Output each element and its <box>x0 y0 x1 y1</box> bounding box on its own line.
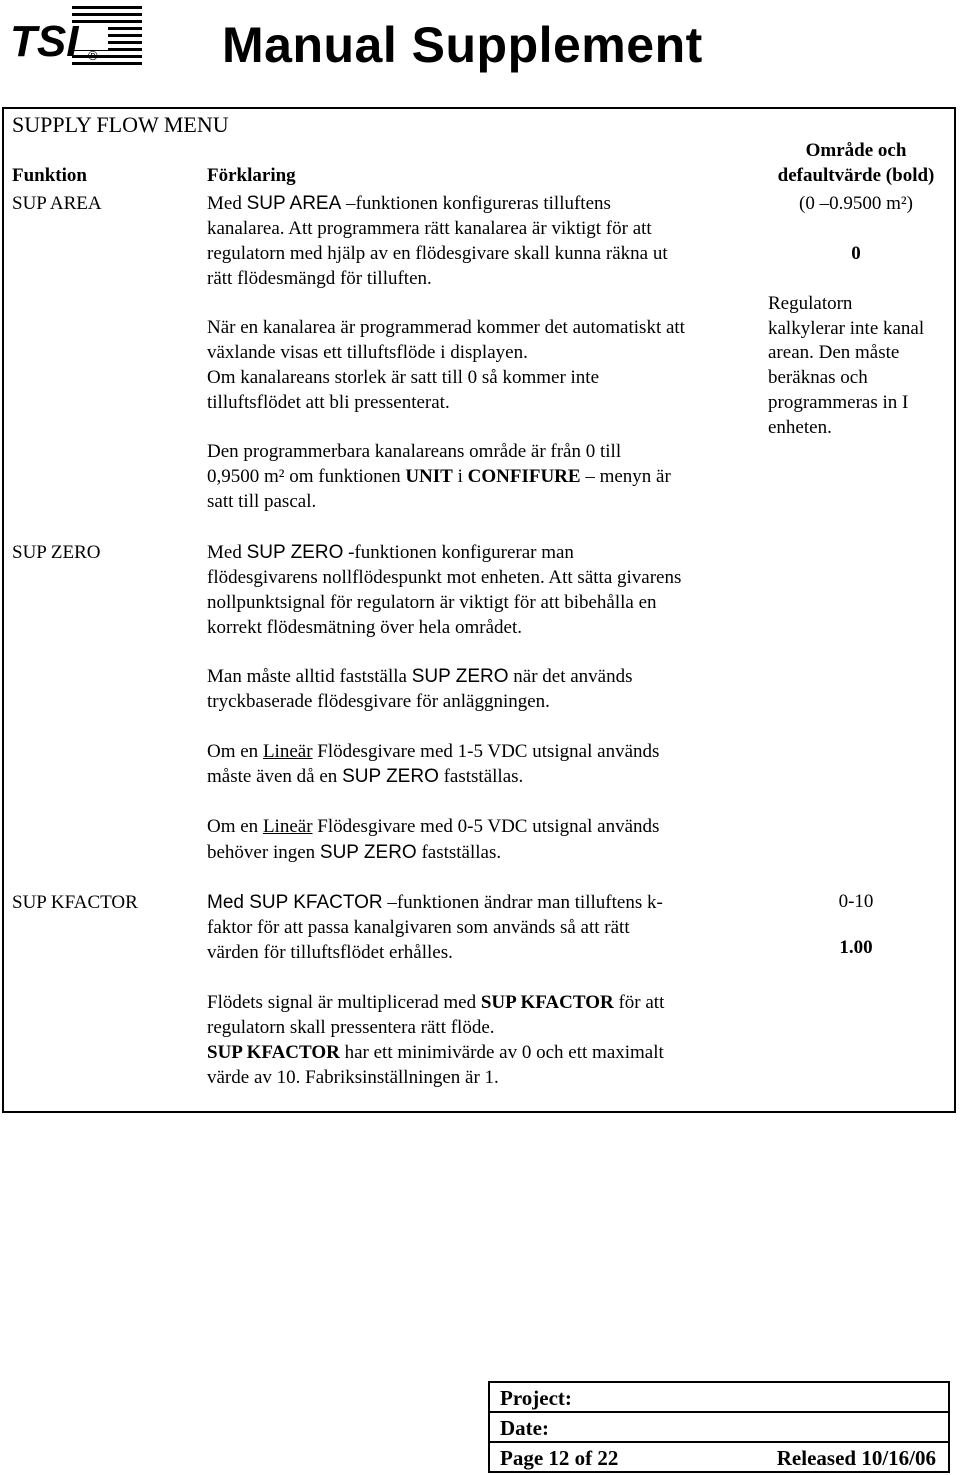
sup-area-line-7: Om kanalareans storlek är satt till 0 så kommer inte <box>207 367 600 388</box>
sup-area-line-11: satt till pascal. <box>207 491 317 512</box>
sup-area-note-3: arean. Den måste <box>768 342 900 363</box>
page-label: Page 12 of 22 <box>500 1446 619 1470</box>
sup-kfactor-line-6: SUP KFACTOR har ett minimivärde av 0 och ett maximalt <box>207 1042 664 1063</box>
sup-area-line-6: växlande visas ett tilluftsflöde i displayen. <box>207 342 528 363</box>
sup-zero-line-3: nollpunktsignal för regulatorn är viktigt för att bibehålla en <box>207 592 657 613</box>
sup-area-note-2: kalkylerar inte kanal <box>768 318 925 339</box>
page-title: Manual Supplement <box>222 17 703 73</box>
sup-area-range: (0 –0.9500 m²) <box>799 193 913 214</box>
sup-area-note-1: Regulatorn <box>768 293 853 314</box>
tsi-logo <box>10 4 142 66</box>
row-name-sup-area: SUP AREA <box>12 193 102 214</box>
logo-text: TSI <box>10 17 79 66</box>
sup-zero-line-7: Om en Lineär Flödesgivare med 1-5 VDC utsignal används <box>207 741 660 762</box>
sup-kfactor-line-4: Flödets signal är multiplicerad med SUP KFACTOR för att <box>207 992 665 1013</box>
sup-area-note-5: programmeras in I <box>768 392 909 413</box>
col-header-range-2: defaultvärde (bold) <box>777 165 935 186</box>
tsi-logo-mark <box>10 4 142 66</box>
sup-kfactor-line-2: faktor för att passa kanalgivaren som används så att rätt <box>207 917 630 938</box>
sup-area-line-5: När en kanalarea är programmerad kommer det automatiskt att <box>207 317 685 338</box>
date-label: Date: <box>500 1416 549 1440</box>
project-row <box>490 1383 948 1413</box>
sup-area-note-6: enheten. <box>768 417 832 438</box>
col-header-explanation: Förklaring <box>207 165 296 186</box>
sup-area-line-8: tilluftsflödet att bli pressenterat. <box>207 392 450 413</box>
sup-area-line-10: 0,9500 m² om funktionen UNIT i CONFIFURE – menyn är <box>207 466 671 487</box>
released-label: Released 10/16/06 <box>776 1446 936 1470</box>
sup-area-line-2: kanalarea. Att programmera rätt kanalarea är viktigt för att <box>207 218 652 239</box>
sup-kfactor-line-5: regulatorn skall pressentera rätt flöde. <box>207 1017 495 1038</box>
sup-kfactor-default: 1.00 <box>839 937 873 958</box>
sup-area-note-4: beräknas och <box>768 367 868 388</box>
sup-zero-line-10: behöver ingen SUP ZERO fastställas. <box>207 842 502 863</box>
menu-title: SUPPLY FLOW MENU <box>12 112 229 137</box>
sup-kfactor-line-7: värde av 10. Fabriksinställningen är 1. <box>207 1067 499 1088</box>
sup-kfactor-range: 0-10 <box>838 891 874 912</box>
project-label: Project: <box>500 1386 572 1410</box>
sup-zero-line-4: korrekt flödesmätning över hela området. <box>207 617 522 638</box>
col-header-range-1: Område och <box>805 140 907 161</box>
project-box <box>488 1381 950 1473</box>
sup-zero-line-1: Med SUP ZERO -funktionen konfigurerar man <box>207 542 574 563</box>
registered-mark: ® <box>88 48 98 63</box>
sup-zero-line-6: tryckbaserade flödesgivare för anläggningen. <box>207 691 550 712</box>
date-row <box>490 1413 948 1443</box>
sup-area-default: 0 <box>851 243 861 264</box>
page-row <box>490 1443 948 1473</box>
sup-area-line-9: Den programmerbara kanalareans område är från 0 till <box>207 441 622 462</box>
sup-zero-line-9: Om en Lineär Flödesgivare med 0-5 VDC utsignal används <box>207 816 660 837</box>
sup-zero-line-2: flödesgivarens nollflödespunkt mot enheten. Att sätta givarens <box>207 567 682 588</box>
sup-kfactor-line-3: värden för tilluftsflödet erhålles. <box>207 942 453 963</box>
row-name-sup-zero: SUP ZERO <box>12 542 101 563</box>
sup-zero-line-5: Man måste alltid fastställa SUP ZERO när det används <box>207 666 633 687</box>
sup-area-line-1: Med SUP AREA –funktionen konfigureras tilluftens <box>207 193 611 214</box>
row-name-sup-kfactor: SUP KFACTOR <box>12 892 138 913</box>
sup-area-line-4: rätt flödesmängd för tilluften. <box>207 268 432 289</box>
sup-area-line-3: regulatorn med hjälp av en flödesgivare skall kunna räkna ut <box>207 243 668 264</box>
sup-zero-line-8: måste även då en SUP ZERO fastställas. <box>207 766 524 787</box>
sup-kfactor-line-1: Med SUP KFACTOR –funktionen ändrar man tilluftens k- <box>207 892 663 913</box>
col-header-function: Funktion <box>12 165 87 186</box>
